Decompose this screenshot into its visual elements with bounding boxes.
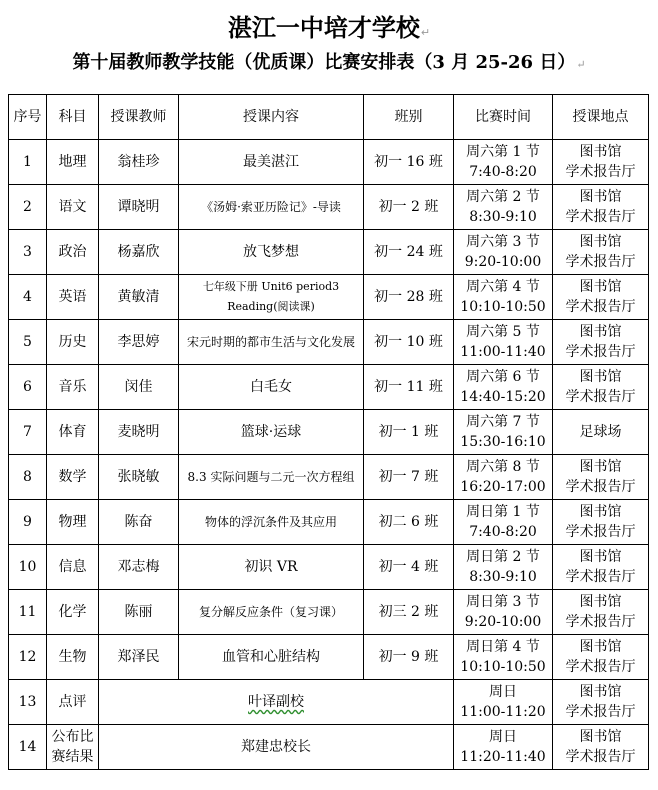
place-line2: 学术报告厅 — [565, 749, 636, 765]
time-range: 8:30-9:10 — [469, 209, 537, 225]
cell-subject: 数学 — [47, 455, 99, 500]
cell-class: 初一 16 班 — [364, 140, 454, 185]
cell-subject: 公布比赛结果 — [47, 725, 99, 770]
table-header-row — [9, 95, 649, 140]
cell-teacher: 郑泽民 — [99, 635, 179, 680]
place-line1: 图书馆 — [579, 639, 622, 655]
cell-merged-announcer — [99, 725, 454, 770]
cell-time — [454, 365, 553, 410]
place-line1: 图书馆 — [579, 504, 622, 520]
place-line2: 学术报告厅 — [565, 164, 636, 180]
cell-place — [553, 635, 649, 680]
table-row — [9, 275, 649, 320]
cell-teacher: 张晓敏 — [99, 455, 179, 500]
header-time: 比赛时间 — [454, 95, 553, 140]
place-line1: 图书馆 — [579, 594, 622, 610]
cell-time — [454, 275, 553, 320]
time-range: 14:40-15:20 — [460, 389, 546, 405]
cell-subject: 地理 — [47, 140, 99, 185]
time-period: 周六第 5 节 — [466, 324, 540, 340]
document-subtitle: 第十届教师教学技能（优质课）比赛安排表（3 月 25-26 日）↵ — [72, 52, 586, 73]
place-line1: 图书馆 — [579, 234, 622, 250]
cell-subject: 物理 — [47, 500, 99, 545]
place-line2: 学术报告厅 — [565, 344, 636, 360]
time-range: 15:30-16:10 — [460, 434, 546, 450]
cell-class: 初一 10 班 — [364, 320, 454, 365]
table-row — [9, 725, 649, 770]
place-line1: 足球场 — [579, 424, 622, 440]
time-period: 周日 — [489, 684, 517, 700]
cell-no: 11 — [9, 590, 47, 635]
cell-place — [553, 365, 649, 410]
header-no: 序号 — [9, 95, 47, 140]
cell-place — [553, 320, 649, 365]
paragraph-mark-icon: ↵ — [420, 26, 431, 39]
cell-no: 8 — [9, 455, 47, 500]
cell-place — [553, 680, 649, 725]
place-line1: 图书馆 — [579, 324, 622, 340]
table-row — [9, 500, 649, 545]
cell-no: 9 — [9, 500, 47, 545]
place-line2: 学术报告厅 — [565, 209, 636, 225]
cell-time — [454, 410, 553, 455]
table-row — [9, 365, 649, 410]
time-range: 7:40-8:20 — [469, 164, 537, 180]
cell-class: 初一 2 班 — [364, 185, 454, 230]
cell-teacher: 李思婷 — [99, 320, 179, 365]
place-line2: 学术报告厅 — [565, 659, 636, 675]
place-line2: 学术报告厅 — [565, 299, 636, 315]
cell-subject: 英语 — [47, 275, 99, 320]
cell-teacher: 谭晓明 — [99, 185, 179, 230]
cell-time — [454, 725, 553, 770]
cell-teacher: 陈奋 — [99, 500, 179, 545]
cell-place — [553, 455, 649, 500]
place-line2: 学术报告厅 — [565, 704, 636, 720]
cell-class: 初一 24 班 — [364, 230, 454, 275]
place-line2: 学术报告厅 — [565, 254, 636, 270]
cell-no: 3 — [9, 230, 47, 275]
cell-merged-reviewer — [99, 680, 454, 725]
time-period: 周六第 2 节 — [466, 189, 540, 205]
place-line2: 学术报告厅 — [565, 479, 636, 495]
time-period: 周日第 1 节 — [466, 504, 540, 520]
place-line2: 学术报告厅 — [565, 524, 636, 540]
cell-subject: 化学 — [47, 590, 99, 635]
cell-content: 《汤姆·索亚历险记》-导读 — [179, 185, 364, 230]
time-range: 11:20-11:40 — [460, 749, 546, 765]
cell-content: 最美湛江 — [179, 140, 364, 185]
header-class: 班别 — [364, 95, 454, 140]
cell-content: 初识 VR — [179, 545, 364, 590]
cell-no: 4 — [9, 275, 47, 320]
table-row — [9, 680, 649, 725]
cell-teacher: 黄敏清 — [99, 275, 179, 320]
place-line1: 图书馆 — [579, 459, 622, 475]
cell-time — [454, 500, 553, 545]
cell-time — [454, 680, 553, 725]
cell-subject: 音乐 — [47, 365, 99, 410]
place-line1: 图书馆 — [579, 144, 622, 160]
cell-subject: 生物 — [47, 635, 99, 680]
table-row — [9, 410, 649, 455]
cell-content: 放飞梦想 — [179, 230, 364, 275]
cell-content: 七年级下册 Unit6 period3 Reading(阅读课) — [179, 275, 364, 320]
cell-content: 物体的浮沉条件及其应用 — [179, 500, 364, 545]
cell-content: 复分解反应条件（复习课） — [179, 590, 364, 635]
cell-time — [454, 230, 553, 275]
time-period: 周日第 4 节 — [466, 639, 540, 655]
place-line1: 图书馆 — [579, 684, 622, 700]
place-line1: 图书馆 — [579, 369, 622, 385]
cell-time — [454, 185, 553, 230]
header-place: 授课地点 — [553, 95, 649, 140]
cell-teacher: 陈丽 — [99, 590, 179, 635]
cell-teacher: 邓志梅 — [99, 545, 179, 590]
cell-time — [454, 320, 553, 365]
table-row — [9, 455, 649, 500]
cell-place — [553, 140, 649, 185]
cell-content: 篮球·运球 — [179, 410, 364, 455]
paragraph-mark-icon: ↵ — [576, 58, 586, 71]
cell-no: 7 — [9, 410, 47, 455]
place-line2: 学术报告厅 — [565, 614, 636, 630]
table-row — [9, 590, 649, 635]
cell-content: 8.3 实际问题与二元一次方程组 — [179, 455, 364, 500]
time-range: 7:40-8:20 — [469, 524, 537, 540]
cell-no: 2 — [9, 185, 47, 230]
place-line1: 图书馆 — [579, 189, 622, 205]
place-line1: 图书馆 — [579, 549, 622, 565]
table-row — [9, 320, 649, 365]
place-line1: 图书馆 — [579, 279, 622, 295]
cell-place — [553, 500, 649, 545]
cell-class: 初二 6 班 — [364, 500, 454, 545]
cell-class: 初一 9 班 — [364, 635, 454, 680]
time-range: 8:30-9:10 — [469, 569, 537, 585]
time-period: 周六第 8 节 — [466, 459, 540, 475]
table-row — [9, 545, 649, 590]
table-row — [9, 185, 649, 230]
cell-subject: 历史 — [47, 320, 99, 365]
cell-class: 初一 7 班 — [364, 455, 454, 500]
cell-content: 白毛女 — [179, 365, 364, 410]
cell-time — [454, 455, 553, 500]
cell-no: 10 — [9, 545, 47, 590]
cell-teacher: 翁桂珍 — [99, 140, 179, 185]
table-row — [9, 140, 649, 185]
announcer-name: 郑建忠校长 — [241, 739, 311, 755]
cell-content: 血管和心脏结构 — [179, 635, 364, 680]
cell-no: 14 — [9, 725, 47, 770]
cell-place — [553, 590, 649, 635]
time-range: 11:00-11:40 — [460, 344, 546, 360]
cell-place — [553, 545, 649, 590]
reviewer-name: 叶译副校 — [248, 694, 304, 710]
time-period: 周六第 4 节 — [466, 279, 540, 295]
cell-place — [553, 410, 649, 455]
cell-class: 初三 2 班 — [364, 590, 454, 635]
cell-place — [553, 725, 649, 770]
time-period: 周日第 2 节 — [466, 549, 540, 565]
cell-place — [553, 275, 649, 320]
cell-teacher: 闵佳 — [99, 365, 179, 410]
cell-place — [553, 230, 649, 275]
cell-class: 初一 28 班 — [364, 275, 454, 320]
time-period: 周日 — [489, 729, 517, 745]
cell-no: 13 — [9, 680, 47, 725]
cell-subject: 政治 — [47, 230, 99, 275]
time-range: 10:10-10:50 — [460, 299, 546, 315]
time-period: 周日第 3 节 — [466, 594, 540, 610]
table-row — [9, 635, 649, 680]
time-range: 11:00-11:20 — [460, 704, 546, 720]
time-period: 周六第 7 节 — [466, 414, 540, 430]
place-line2: 学术报告厅 — [565, 389, 636, 405]
time-range: 16:20-17:00 — [460, 479, 546, 495]
schedule-table — [8, 94, 649, 770]
header-subject: 科目 — [47, 95, 99, 140]
cell-time — [454, 635, 553, 680]
cell-class: 初一 4 班 — [364, 545, 454, 590]
header-content: 授课内容 — [179, 95, 364, 140]
document-title: 湛江一中培才学校↵ — [227, 14, 431, 42]
time-period: 周六第 6 节 — [466, 369, 540, 385]
time-range: 9:20-10:00 — [464, 254, 542, 270]
cell-no: 5 — [9, 320, 47, 365]
cell-no: 1 — [9, 140, 47, 185]
place-line1: 图书馆 — [579, 729, 622, 745]
time-range: 10:10-10:50 — [460, 659, 546, 675]
place-line2: 学术报告厅 — [565, 569, 636, 585]
cell-time — [454, 590, 553, 635]
cell-content: 宋元时期的都市生活与文化发展 — [179, 320, 364, 365]
table-row — [9, 230, 649, 275]
cell-time — [454, 140, 553, 185]
cell-teacher: 杨嘉欣 — [99, 230, 179, 275]
header-teacher: 授课教师 — [99, 95, 179, 140]
cell-class: 初一 11 班 — [364, 365, 454, 410]
cell-subject: 语文 — [47, 185, 99, 230]
cell-time — [454, 545, 553, 590]
time-period: 周六第 1 节 — [466, 144, 540, 160]
time-range: 9:20-10:00 — [464, 614, 542, 630]
cell-subject: 体育 — [47, 410, 99, 455]
cell-no: 6 — [9, 365, 47, 410]
cell-subject: 点评 — [47, 680, 99, 725]
cell-subject: 信息 — [47, 545, 99, 590]
cell-place — [553, 185, 649, 230]
time-period: 周六第 3 节 — [466, 234, 540, 250]
cell-teacher: 麦晓明 — [99, 410, 179, 455]
cell-no: 12 — [9, 635, 47, 680]
cell-class: 初一 1 班 — [364, 410, 454, 455]
